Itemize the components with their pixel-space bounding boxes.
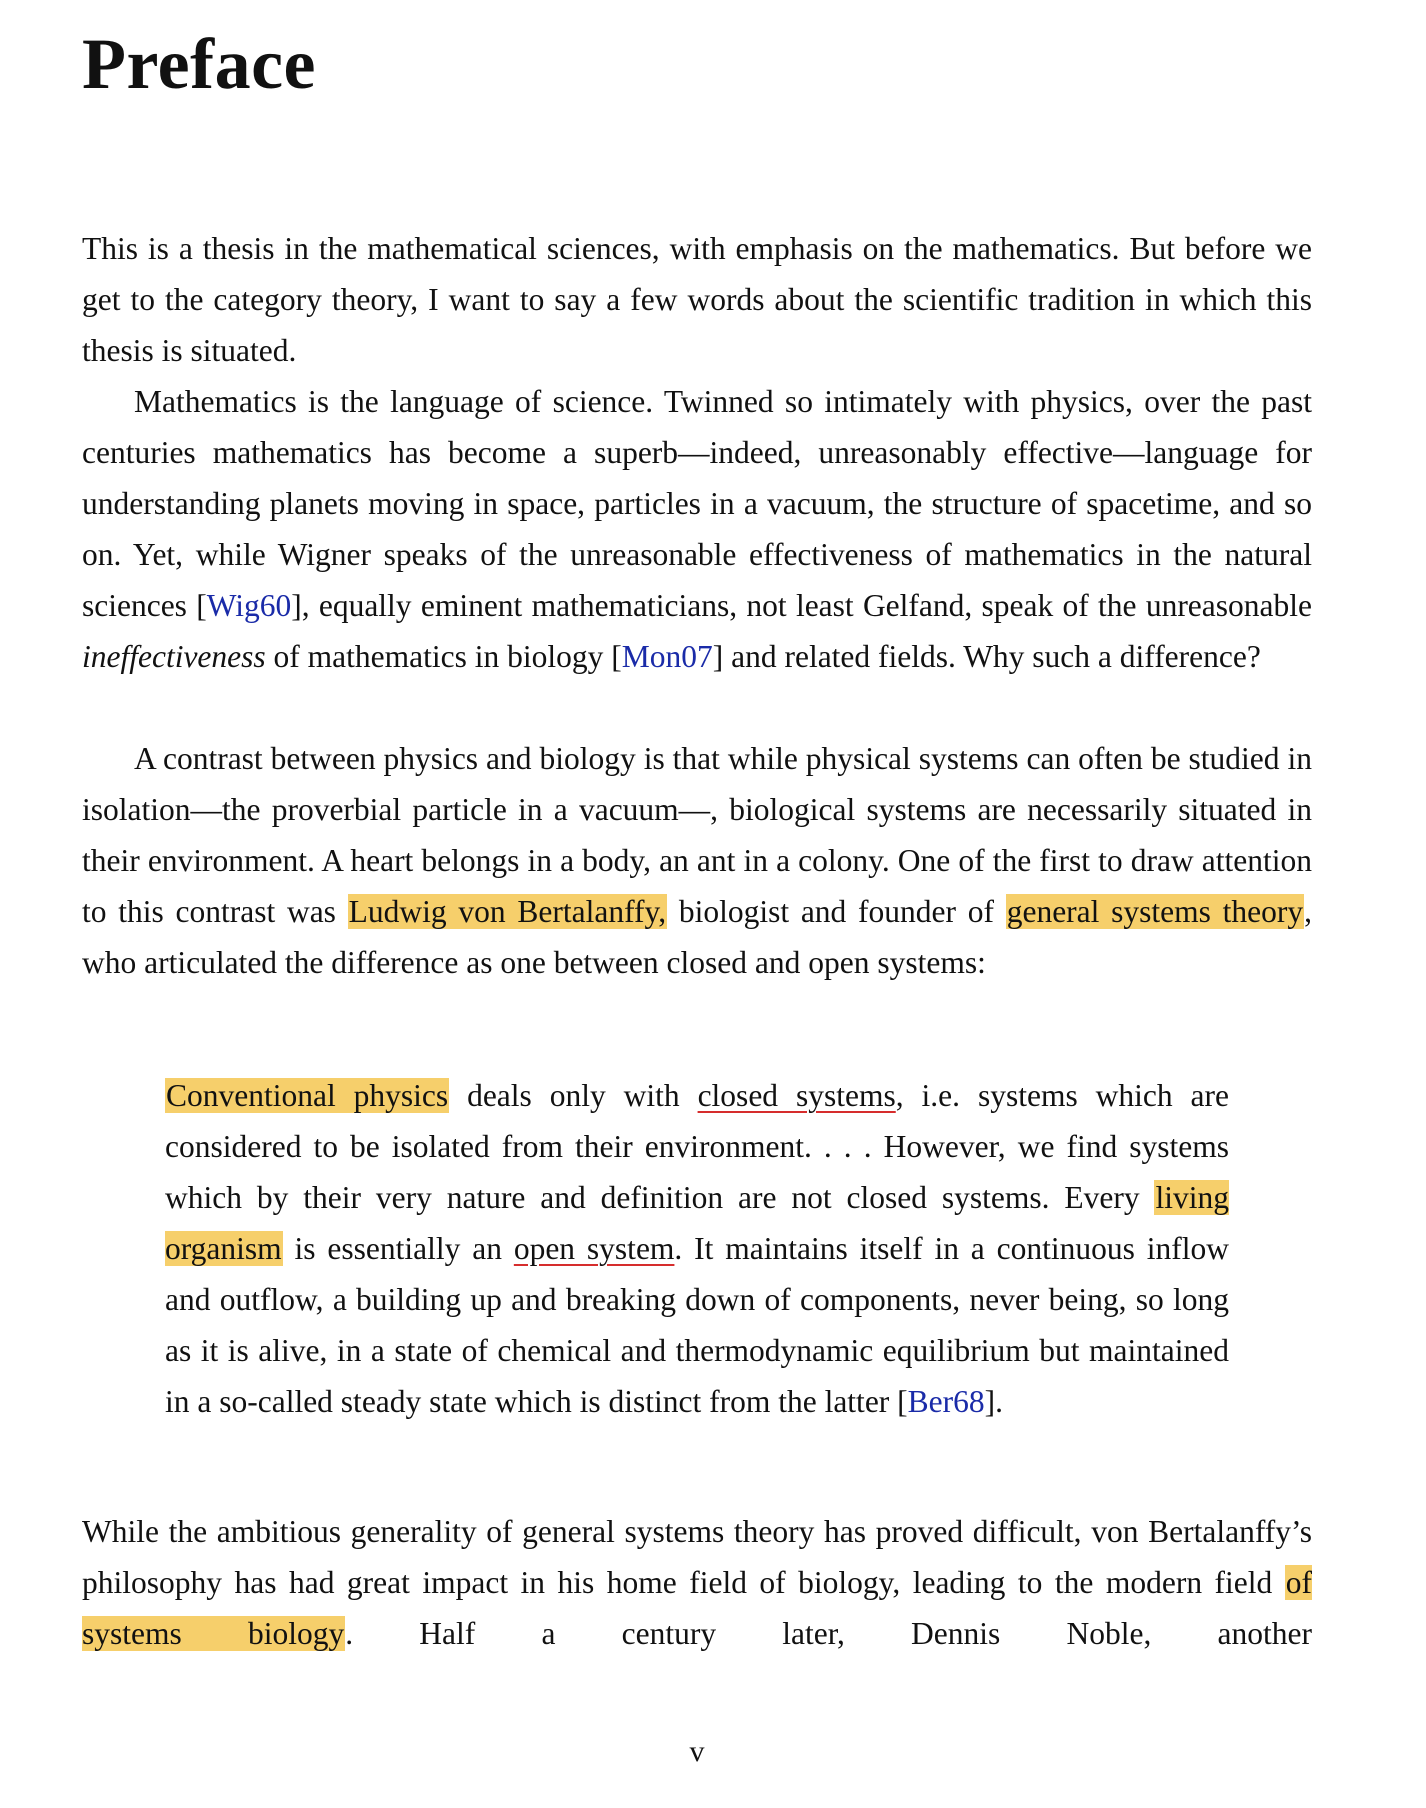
text-run: biologist and founder of bbox=[667, 894, 1006, 929]
highlight-annotation[interactable]: Ludwig von Bertalanffy, bbox=[348, 894, 667, 929]
paragraph-mathematics bbox=[82, 376, 1312, 682]
emphasis-text: ineffectiveness bbox=[82, 639, 266, 674]
paragraph-intro bbox=[82, 223, 1312, 376]
text-run: of mathematics in biology [ bbox=[265, 639, 622, 674]
text-run: ] and related fields. Why such a difference? bbox=[712, 639, 1261, 674]
text-run: ]. bbox=[984, 1384, 1004, 1419]
underline-annotation[interactable]: closed systems bbox=[697, 1078, 896, 1113]
text-run: . It maintains itself in a continuous inflow and outflow, a building up and breaking down of components, never being, so long as it is alive, in a state of chemical and thermodynamic equilibrium but maintained in a so-called steady state which is distinct from the latter [ bbox=[165, 1231, 1229, 1419]
text-run: is essentially an bbox=[282, 1231, 514, 1266]
text-run: Mathematics is the language of science. Twinned so intimately with physics, over the past centuries mathematics has become a superb—indeed, unreasonably effective—language for understanding planets moving in space, particles in a vacuum, the structure of spacetime, and so on. Yet, while Wigner speaks of the unreasonable effectiveness of mathematics in the natural sciences [ bbox=[82, 384, 1312, 623]
text-run: deals only with bbox=[449, 1078, 698, 1113]
text-run: , i.e. systems which are considered to be isolated from their environment. . . . However, we find systems which by their very nature and definition are not closed systems. Every bbox=[165, 1078, 1229, 1215]
text-run: . Half a century later, Dennis Noble, another bbox=[345, 1616, 1312, 1651]
paragraph-systems-biology bbox=[82, 1506, 1312, 1659]
page-title: Preface bbox=[82, 24, 316, 104]
citation-link-ber68[interactable]: Ber68 bbox=[907, 1384, 985, 1419]
citation-link-wig60[interactable]: Wig60 bbox=[206, 588, 292, 623]
highlight-annotation[interactable]: of systems biology bbox=[82, 1565, 1312, 1651]
citation-link-mon07[interactable]: Mon07 bbox=[621, 639, 713, 674]
text-run: A contrast between physics and biology is that while physical systems can often be studied in isolation—the proverbial particle in a vacuum—, biological systems are necessarily situated in their environment. A heart belongs in a body, an ant in a colony. One of the first to draw attention to this contrast was bbox=[82, 741, 1312, 929]
text-run: , who articulated the difference as one between closed and open systems: bbox=[82, 894, 1312, 980]
text-run: While the ambitious generality of general systems theory has proved difficult, von Bertalanffy’s philosophy has had great impact in his home field of biology, leading to the modern field bbox=[82, 1514, 1312, 1600]
highlight-annotation[interactable]: general systems theory bbox=[1006, 894, 1304, 929]
text-run: ], equally eminent mathematicians, not least Gelfand, speak of the unreasonable bbox=[291, 588, 1312, 623]
highlight-annotation[interactable]: Conventional physics bbox=[166, 1078, 449, 1113]
paragraph-contrast bbox=[82, 733, 1312, 988]
highlight-annotation[interactable]: living organism bbox=[165, 1180, 1229, 1266]
block-quote bbox=[165, 1070, 1229, 1427]
page-number: v bbox=[689, 1735, 705, 1768]
underline-annotation[interactable]: open system bbox=[513, 1231, 675, 1266]
paragraph-intro-text: This is a thesis in the mathematical sciences, with emphasis on the mathematics. But before we get to the category theory, I want to say a few words about the scientific tradition in which this thesis is situated. bbox=[82, 231, 1312, 368]
